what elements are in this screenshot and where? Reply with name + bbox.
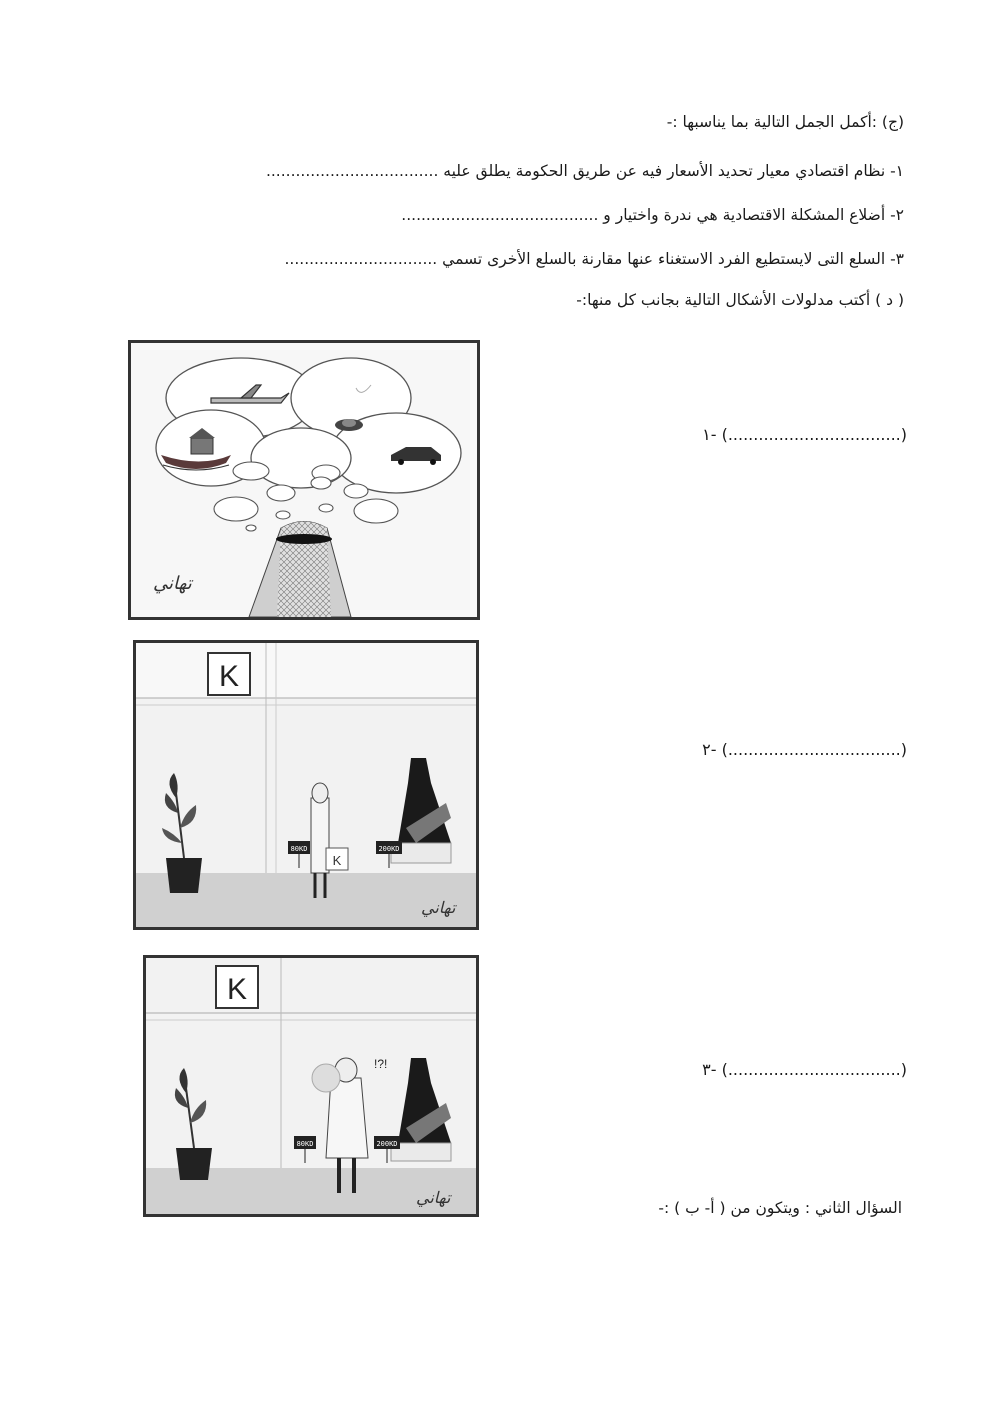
signature-mark: ﺗﻬﺎﻧﻲ: [421, 898, 456, 917]
store-illustration: [136, 643, 476, 927]
question-item-3: ٣- السلع التى لايستطيع الفرد الاستغناء عنها مقارنة بالسلع الأخرى تسمي ...............................: [284, 250, 904, 268]
store-illustration-2: [146, 958, 476, 1214]
svg-text:80KD: 80KD: [296, 1140, 314, 1148]
section-d-heading: ( د ) أكتب مدلولات الأشكال التالية بجانب كل منها:-: [576, 291, 904, 309]
answer-blank-1: (..................................) -١: [702, 425, 907, 444]
question-two-heading: السؤال الثاني : ويتكون من ( أ- ب ) :-: [658, 1199, 902, 1217]
answer-blank-3: (..................................) -٣: [702, 1060, 907, 1079]
svg-text:200KD: 200KD: [378, 845, 400, 853]
question-item-2: ٢- أضلاع المشكلة الاقتصادية هي ندرة واختيار و ........................................: [401, 206, 904, 224]
signature-mark: ﺗﻬﺎﻧﻲ: [153, 573, 192, 594]
dream-illustration: [131, 343, 477, 617]
svg-text:80KD: 80KD: [290, 845, 308, 853]
svg-text:K: K: [226, 973, 248, 1006]
store-sign: K: [218, 660, 240, 693]
svg-text:!?!: !?!: [374, 1057, 388, 1071]
figure-store-2: [143, 955, 479, 1217]
figure-dream: [128, 340, 480, 620]
svg-text:K: K: [332, 853, 342, 868]
question-item-1: ١- نظام اقتصادي معيار تحديد الأسعار فيه عن طريق الحكومة يطلق عليه ...................................: [265, 162, 904, 180]
figure-store-1: [133, 640, 479, 930]
section-c-heading: (ج) :أكمل الجمل التالية بما يناسبها :-: [666, 113, 904, 131]
signature-mark: ﺗﻬﺎﻧﻲ: [416, 1188, 451, 1207]
answer-blank-2: (..................................) -٢: [702, 740, 907, 759]
svg-text:200KD: 200KD: [376, 1140, 398, 1148]
